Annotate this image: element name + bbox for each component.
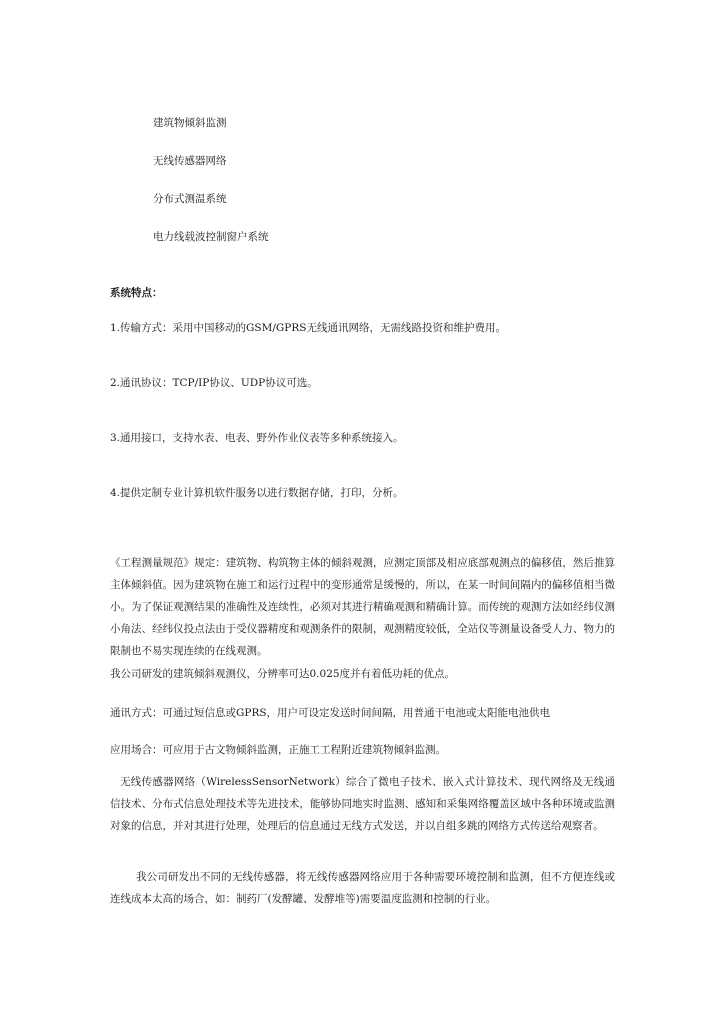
feature-item: 2.通讯协议：TCP/IP协议、UDP协议可选。	[110, 377, 318, 389]
application-item: 电力线载波控制窗户系统	[153, 231, 269, 243]
communication-paragraph: 通讯方式：可通过短信息或GPRS，用户可设定发送时间间隔，用普通干电池或太阳能电池供电	[110, 707, 551, 719]
features-heading: 系统特点：	[110, 287, 163, 299]
application-item: 无线传感器网络	[153, 155, 227, 167]
application-item: 分布式测温系统	[153, 193, 227, 205]
wsn-paragraph: 无线传感器网络（WirelessSensorNetwork）综合了微电子技术、嵌入式计算技术、现代网络及无线通信技术、分布式信息处理技术等先进技术，能够协同地实时监测、感知和采集网络覆盖区域中各种环境或监测对象的信息，并对其进行处理，处理后的信息通过无线方式发送，并以自组多跳的网络方式传送给观察者。	[110, 776, 615, 832]
feature-item: 1.传输方式：采用中国移动的GSM/GPRS无线通讯网络，无需线路投资和维护费用。	[110, 322, 506, 334]
feature-item: 3.通用接口，支持水表、电表、野外作业仪表等多种系统接入。	[110, 432, 404, 444]
feature-item: 4.提供定制专业计算机软件服务以进行数据存储，打印，分析。	[110, 487, 404, 499]
application-item: 建筑物倾斜监测	[153, 117, 227, 129]
instrument-paragraph: 我公司研发的建筑倾斜观测仪，分辨率可达0.025度并有着低功耗的优点。	[110, 668, 456, 680]
standard-paragraph: 《工程测量规范》规定：建筑物、构筑物主体的倾斜观测，应测定顶部及相应底部观测点的偏移值，然后推算主体倾斜值。因为建筑物在施工和运行过程中的变形通常是缓慢的，所以，在某一时间间隔内的偏移值相当微小。为了保证观测结果的准确性及连续性，必须对其进行精确观测和精确计算。而传统的观测方法如经纬仪测小角法、经纬仪投点法由于受仪器精度和观测条件的限制，观测精度较低，全站仪等测量设备受人力、物力的限制也不易实现连续的在线观测。	[110, 557, 615, 657]
company-wsn-paragraph: 我公司研发出不同的无线传感器，将无线传感器网络应用于各种需要环境控制和监测，但不方便连线或连线成本太高的场合，如：制药厂(发酵罐、发酵堆等)需要温度监测和控制的行业。	[110, 871, 615, 905]
application-paragraph: 应用场合：可应用于古文物倾斜监测，正施工工程附近建筑物倾斜监测。	[110, 744, 446, 756]
